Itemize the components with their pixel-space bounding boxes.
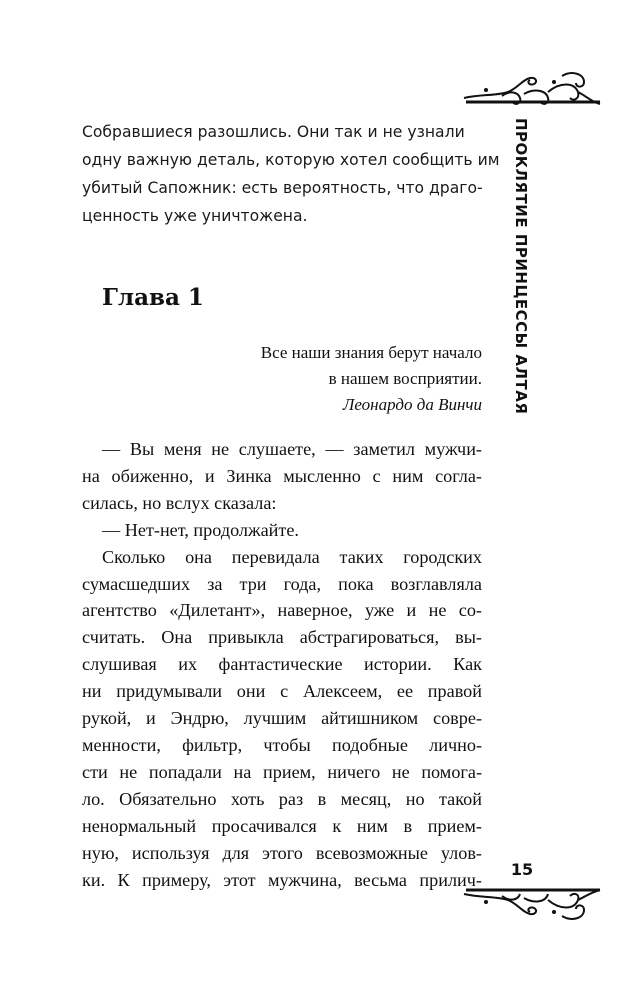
text-line: сумасшедших за три года, пока возглавляла <box>82 573 482 594</box>
text-line: ни придумывали они с Алексеем, ее правой <box>82 681 482 702</box>
epigraph <box>200 340 482 418</box>
decorative-flourish-icon <box>462 882 602 926</box>
text-line: убитый Сапожник: есть вероятность, что драго- <box>82 179 483 197</box>
text-line: ло. Обязательно хоть раз в месяц, но такой <box>82 788 482 809</box>
page-number: 15 <box>510 860 534 879</box>
epigraph-line: в нашем восприятии. <box>328 369 482 388</box>
text-line: ки. К примеру, этот мужчина, весьма прилич- <box>82 869 482 890</box>
text-line: Сколько она перевидала таких городских <box>102 546 482 567</box>
running-title: ПРОКЛЯТИЕ ПРИНЦЕССЫ АЛТАЯ <box>512 118 530 415</box>
text-line: силась, но вслух сказала: <box>82 492 277 513</box>
text-line: ненормальный просачивался к ним в прием- <box>82 815 482 836</box>
text-line: менности, фильтр, чтобы подобные лично- <box>82 734 482 755</box>
text-line: считать. Она привыкла абстрагироваться, вы- <box>82 627 482 648</box>
epigraph-line: Все наши знания берут начало <box>260 343 482 362</box>
text-line: Собравшиеся разошлись. Они так и не узнали <box>82 123 465 141</box>
text-line: ную, используя для этого всевозможные улов- <box>82 842 482 863</box>
intro-paragraph <box>82 118 500 230</box>
text-line: слушивая их фантастические истории. Как <box>82 654 482 675</box>
decorative-flourish-icon <box>462 68 602 112</box>
chapter-body <box>82 436 482 893</box>
text-line: рукой, и Эндрю, лучшим айтишником совре- <box>82 708 482 729</box>
chapter-title: Глава 1 <box>102 284 204 311</box>
text-line: ценность уже уничтожена. <box>82 207 308 225</box>
text-line: на обиженно, и Зинка мысленно с ним согла- <box>82 465 482 486</box>
text-line: — Нет-нет, продолжайте. <box>102 519 299 540</box>
text-line: сти не попадали на прием, ничего не помога- <box>82 761 482 782</box>
epigraph-author: Леонардо да Винчи <box>342 395 482 414</box>
text-line: одну важную деталь, которую хотел сообщить им <box>82 151 500 169</box>
text-line: — Вы меня не слушаете, — заметил мужчи- <box>102 439 482 459</box>
text-line: агентство «Дилетант», наверное, уже и не со- <box>82 600 482 621</box>
